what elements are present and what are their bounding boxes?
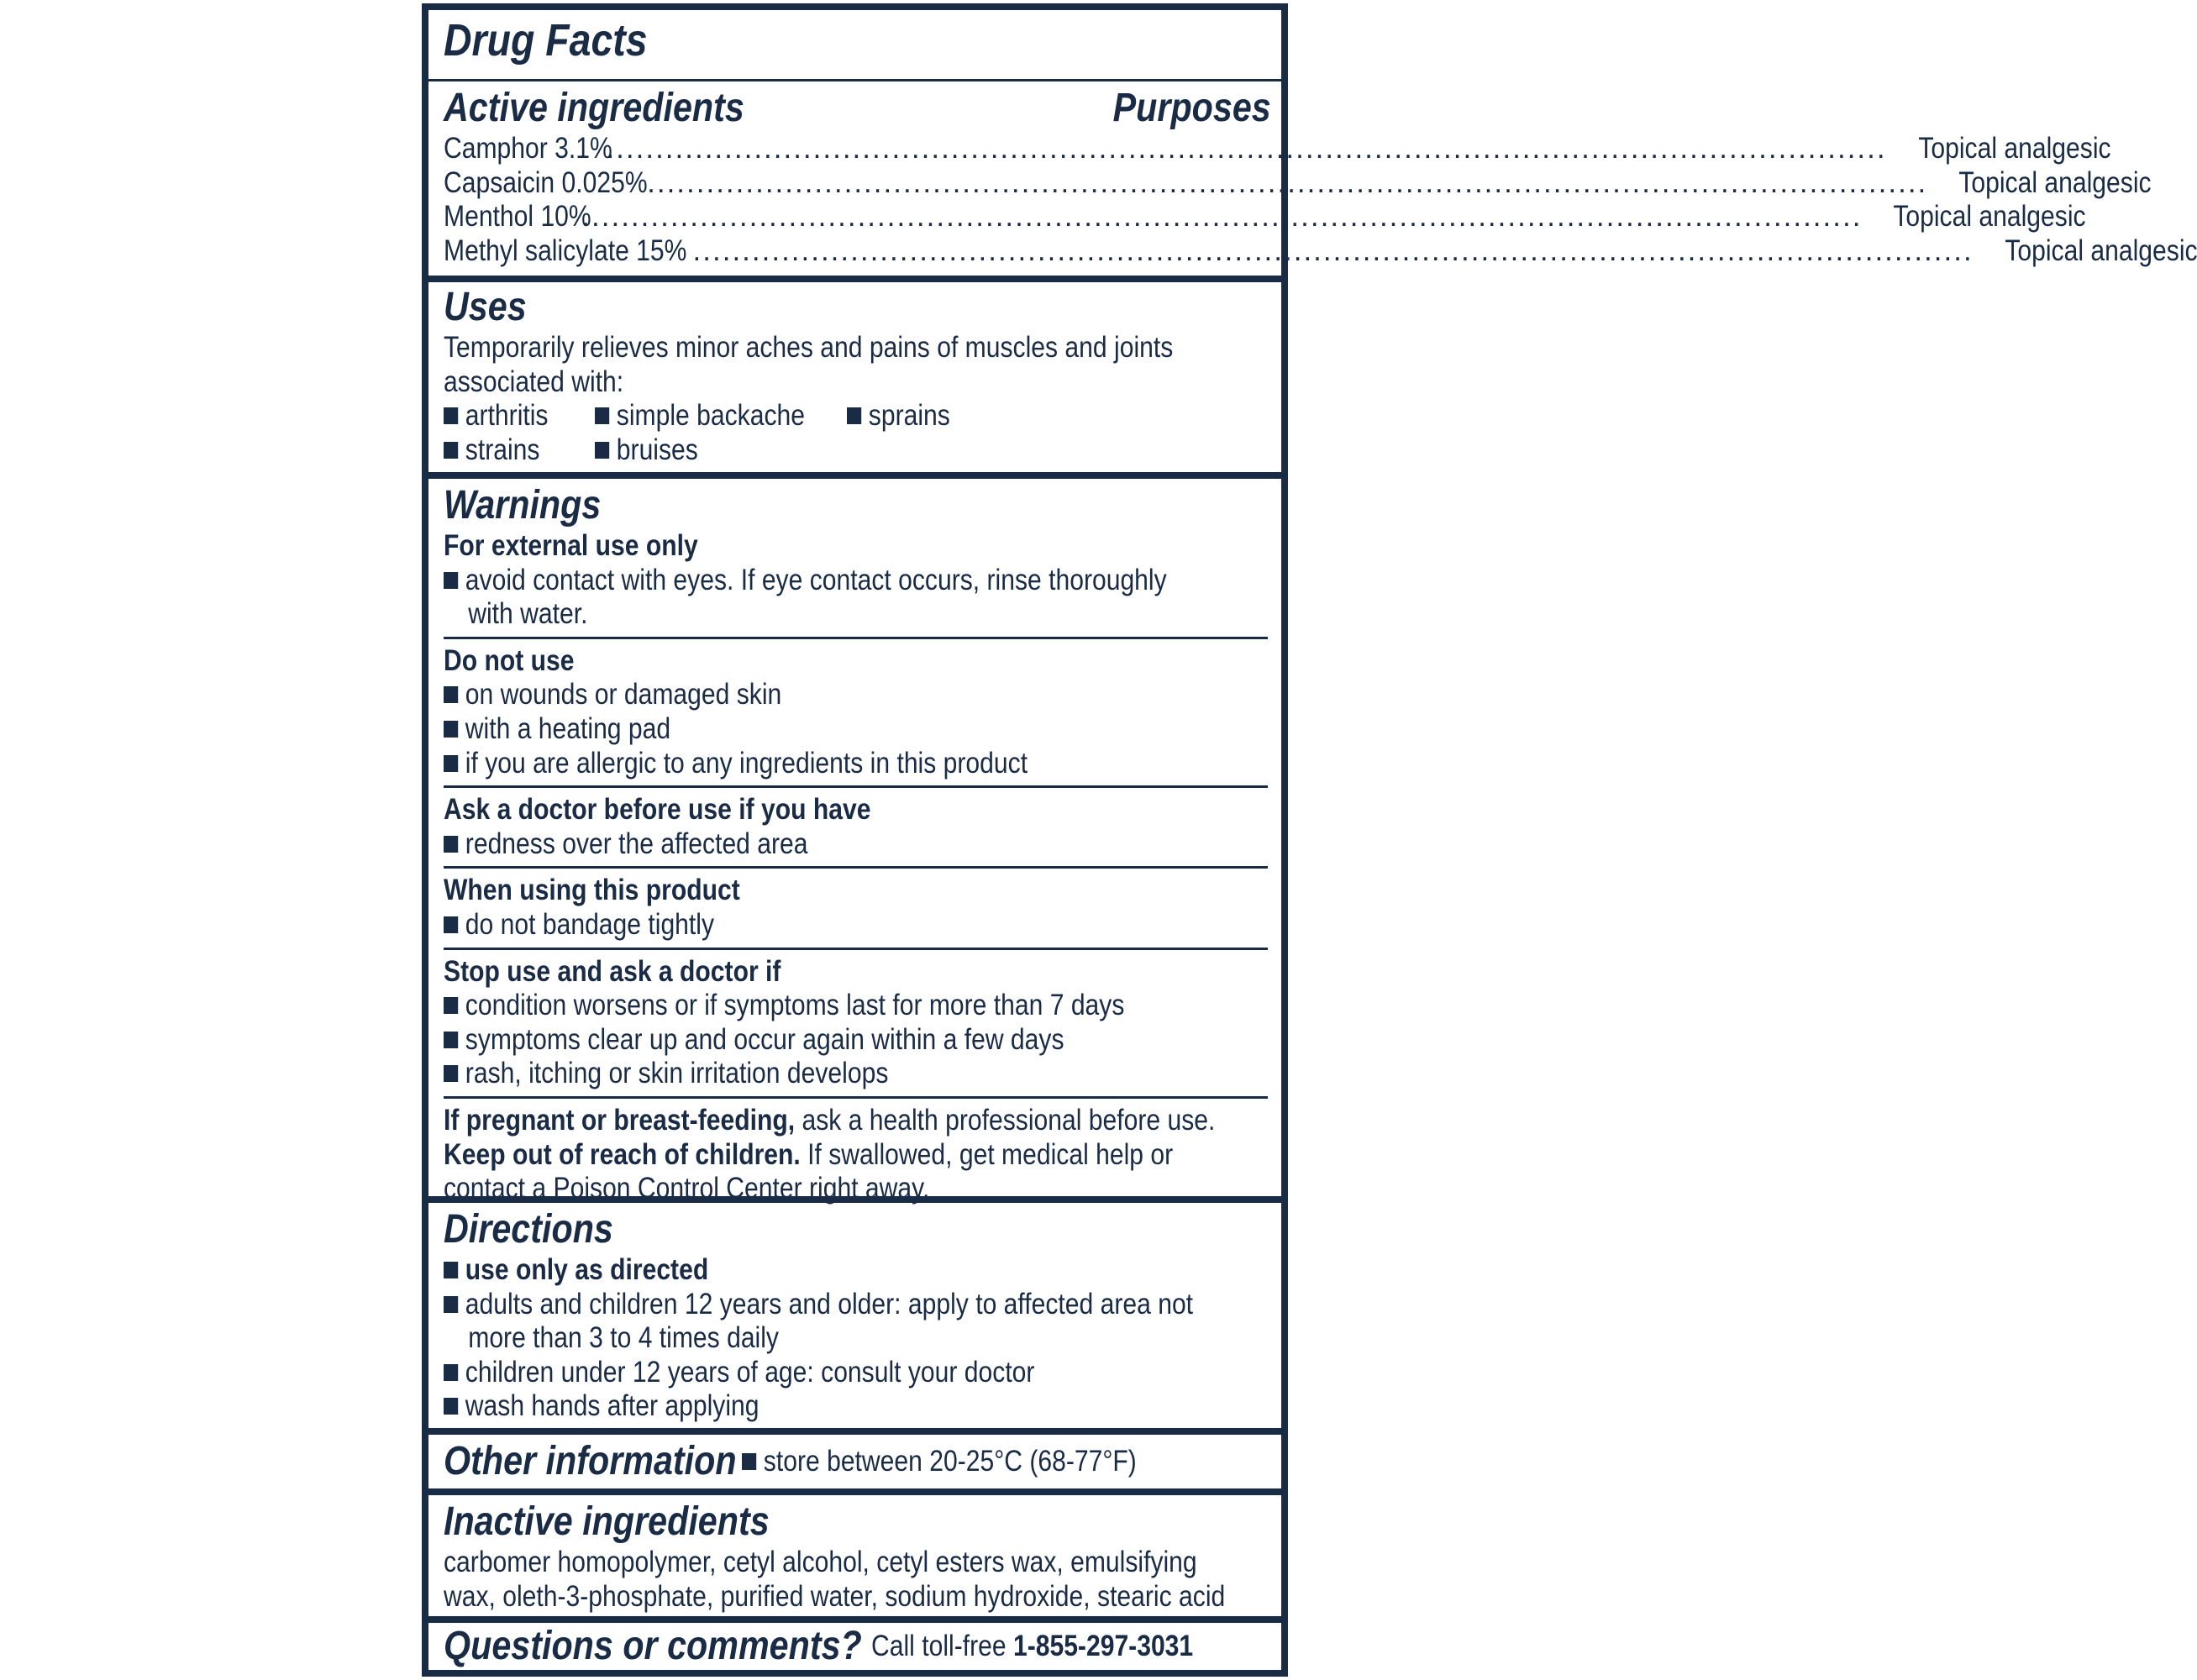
keep-out-text: If swallowed, get medical help or	[800, 1137, 1174, 1171]
ask-doctor-block	[444, 785, 1268, 861]
questions-heading: Questions or comments?	[444, 1624, 862, 1668]
keep-out-text-cont: contact a Poison Control Center right away.	[444, 1172, 930, 1205]
stop-use-heading: Stop use and ask a doctor if	[444, 954, 781, 988]
pregnancy-line	[444, 1103, 1216, 1138]
warning-item: with a heating pad	[444, 712, 1153, 747]
inactive-text: carbomer homopolymer, cetyl alcohol, cetyl esters wax, emulsifying	[444, 1546, 1197, 1578]
ingredient-name: Camphor 3.1%	[444, 132, 612, 165]
keep-out-line	[444, 1137, 1174, 1173]
ingredient-row	[444, 132, 2111, 166]
leader-dots: ..................................................................................................................................	[606, 132, 1887, 165]
other-info-text: store between 20-25°C (68-77°F)	[742, 1445, 1137, 1479]
leader-dots: ..................................................................................................................................	[647, 165, 1928, 199]
ingredient-name: Capsaicin 0.025%	[444, 165, 648, 199]
uses-item: strains	[444, 433, 574, 468]
do-not-use-heading: Do not use	[444, 643, 575, 677]
other-info-heading: Other information	[444, 1439, 737, 1483]
external-use-heading: For external use only	[444, 529, 698, 562]
uses-item: sprains	[847, 399, 991, 433]
ingredient-row	[444, 165, 2152, 201]
uses-text: Temporarily relieves minor aches and pains of muscles and joints	[444, 331, 1174, 364]
pregnancy-bold: If pregnant or breast-feeding,	[444, 1103, 796, 1137]
warning-item: on wounds or damaged skin	[444, 678, 1153, 712]
directions-heading: Directions	[444, 1207, 613, 1252]
direction-item: adults and children 12 years and older: apply to affected area not	[444, 1288, 1155, 1322]
drug-facts-panel	[422, 3, 2197, 1677]
direction-item: children under 12 years of age: consult your doctor	[444, 1356, 1155, 1390]
uses-text-cont: associated with:	[444, 365, 624, 398]
warnings-heading: Warnings	[444, 483, 602, 528]
warning-item: redness over the affected area	[444, 827, 1153, 862]
pregnancy-keep-block	[444, 1096, 1268, 1206]
page-title: Drug Facts	[444, 15, 648, 66]
directions-section	[428, 1196, 1281, 1428]
active-ingredients-section	[428, 79, 2197, 276]
inactive-ingredients-section	[428, 1488, 1281, 1616]
when-using-heading: When using this product	[444, 874, 740, 907]
questions-line	[871, 1630, 1193, 1664]
stop-use-block	[444, 948, 1268, 1091]
direction-item: wash hands after applying	[444, 1389, 1155, 1424]
ingredient-purpose: Topical analgesic	[1917, 132, 2111, 165]
warning-item: symptoms clear up and occur again within a few days	[444, 1023, 1153, 1058]
questions-section	[428, 1616, 1281, 1670]
warning-item: condition worsens or if symptoms last for more than 7 days	[444, 989, 1153, 1023]
purposes-heading: Purposes	[1112, 86, 1271, 130]
direction-item: use only as directed	[444, 1253, 1155, 1288]
leader-dots: ..................................................................................................................................	[581, 200, 1863, 234]
ingredient-purpose: Topical analgesic	[1893, 200, 2086, 234]
ingredient-row	[444, 234, 2197, 269]
when-using-block	[444, 866, 1268, 942]
other-info-section	[428, 1428, 1281, 1488]
ingredient-name: Menthol 10%	[444, 200, 591, 234]
uses-list	[444, 399, 1271, 467]
warning-item: if you are allergic to any ingredients in this product	[444, 747, 1153, 781]
warning-item: rash, itching or skin irritation develops	[444, 1057, 1153, 1091]
warning-item: avoid contact with eyes. If eye contact occurs, rinse thoroughly	[444, 564, 1153, 598]
do-not-use-block	[444, 637, 1268, 780]
uses-item: arthritis	[444, 399, 574, 433]
ingredient-row	[444, 200, 2086, 234]
ingredient-purpose: Topical analgesic	[1958, 165, 2152, 199]
leader-dots: ..................................................................................................................................	[692, 234, 1974, 267]
warning-item: do not bandage tightly	[444, 908, 1153, 942]
pregnancy-text: ask a health professional before use.	[795, 1103, 1216, 1137]
direction-item-cont: more than 3 to 4 times daily	[468, 1321, 779, 1355]
warning-item-cont: with water.	[468, 597, 588, 631]
warnings-section	[428, 472, 1281, 1205]
uses-section	[428, 276, 1281, 472]
uses-item: simple backache	[595, 399, 812, 433]
phone-number[interactable]: 1-855-297-3031	[1012, 1629, 1193, 1662]
inactive-ingredients-heading: Inactive ingredients	[444, 1499, 770, 1544]
active-ingredients-heading: Active ingredients	[444, 86, 744, 130]
ask-doctor-heading: Ask a doctor before use if you have	[444, 793, 871, 827]
ingredient-purpose: Topical analgesic	[2005, 234, 2197, 267]
ingredient-name: Methyl salicylate 15%	[444, 234, 687, 267]
keep-out-bold: Keep out of reach of children.	[444, 1137, 801, 1171]
uses-heading: Uses	[444, 285, 527, 329]
inactive-text-cont: wax, oleth-3-phosphate, purified water, sodium hydroxide, stearic acid	[444, 1579, 1226, 1613]
uses-item: bruises	[595, 433, 812, 468]
questions-text: Call toll-free	[870, 1629, 1013, 1662]
title-section	[428, 10, 1281, 79]
